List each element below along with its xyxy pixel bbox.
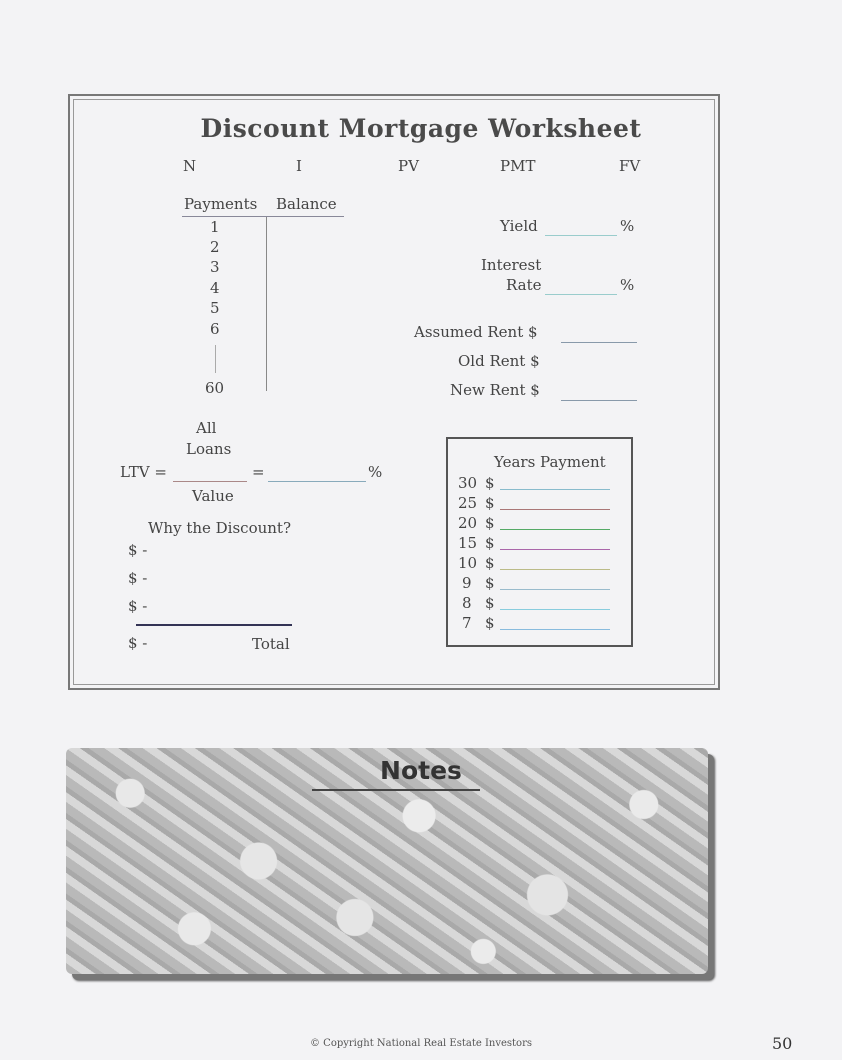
payment-row-4: 4 <box>210 279 220 297</box>
discount-total-prefix: $ - <box>128 634 148 652</box>
ltv-loans-label: Loans <box>186 440 232 458</box>
table-header-rule <box>182 216 344 217</box>
rate-label: Rate <box>506 276 542 294</box>
header-fv: FV <box>619 157 641 175</box>
header-pmt: PMT <box>500 157 536 175</box>
ltv-equals: = <box>252 463 265 481</box>
ltv-result-blank[interactable] <box>268 481 366 482</box>
years-row-10-sym: $ <box>485 554 495 572</box>
years-row-20: 20 <box>458 514 478 532</box>
years-row-25-sym: $ <box>485 494 495 512</box>
notes-title-rule <box>312 789 480 791</box>
payment-blank-7[interactable] <box>500 629 610 630</box>
header-pv: PV <box>398 157 419 175</box>
old-rent-label: Old Rent $ <box>458 352 540 370</box>
years-row-10: 10 <box>458 554 478 572</box>
ltv-all-label: All <box>196 419 217 437</box>
interest-rate-unit: % <box>620 276 635 294</box>
ltv-label: LTV = <box>120 463 167 481</box>
yield-unit: % <box>620 217 635 235</box>
years-row-30-sym: $ <box>485 474 495 492</box>
years-row-15: 15 <box>458 534 478 552</box>
payment-row-1: 1 <box>210 218 220 236</box>
new-rent-blank[interactable] <box>561 400 637 401</box>
notes-title: Notes <box>380 756 462 785</box>
payment-blank-25[interactable] <box>500 509 610 510</box>
new-rent-label: New Rent $ <box>450 381 540 399</box>
years-row-9: 9 <box>462 574 472 592</box>
yield-label: Yield <box>500 217 538 235</box>
discount-item-2: $ - <box>128 569 148 587</box>
years-row-15-sym: $ <box>485 534 495 552</box>
ltv-fraction-blank[interactable] <box>173 481 247 482</box>
payment-blank-10[interactable] <box>500 569 610 570</box>
years-row-7-sym: $ <box>485 614 495 632</box>
copyright-footer: © Copyright National Real Estate Investors <box>309 1038 532 1049</box>
years-payment-header: Years Payment <box>494 453 606 471</box>
discount-item-3: $ - <box>128 597 148 615</box>
payment-row-6: 6 <box>210 320 220 338</box>
interest-rate-blank[interactable] <box>545 294 617 295</box>
payment-row-3: 3 <box>210 258 220 276</box>
worksheet-title: Discount Mortgage Worksheet <box>200 114 642 143</box>
ltv-unit: % <box>368 463 383 481</box>
payments-header: Payments <box>184 195 258 213</box>
discount-item-1: $ - <box>128 541 148 559</box>
discount-total-label: Total <box>252 635 290 653</box>
ltv-value-label: Value <box>192 487 234 505</box>
payment-blank-30[interactable] <box>500 489 610 490</box>
page-number: 50 <box>772 1034 793 1053</box>
payment-blank-9[interactable] <box>500 589 610 590</box>
payment-row-2: 2 <box>210 238 220 256</box>
header-i: I <box>296 157 302 175</box>
assumed-rent-blank[interactable] <box>561 342 637 343</box>
years-row-7: 7 <box>462 614 472 632</box>
years-row-8-sym: $ <box>485 594 495 612</box>
payment-blank-15[interactable] <box>500 549 610 550</box>
years-row-20-sym: $ <box>485 514 495 532</box>
years-row-8: 8 <box>462 594 472 612</box>
interest-label: Interest <box>481 256 542 274</box>
years-row-30: 30 <box>458 474 478 492</box>
assumed-rent-label: Assumed Rent $ <box>414 323 538 341</box>
years-row-25: 25 <box>458 494 478 512</box>
discount-total-rule <box>136 624 292 626</box>
header-n: N <box>183 157 197 175</box>
payment-blank-8[interactable] <box>500 609 610 610</box>
payment-row-5: 5 <box>210 299 220 317</box>
table-divider <box>266 217 267 391</box>
years-row-9-sym: $ <box>485 574 495 592</box>
rows-continue-mark <box>215 345 216 373</box>
balance-header: Balance <box>276 195 337 213</box>
payment-blank-20[interactable] <box>500 529 610 530</box>
payment-row-60: 60 <box>205 379 225 397</box>
yield-blank[interactable] <box>545 235 617 236</box>
discount-title: Why the Discount? <box>148 519 291 537</box>
